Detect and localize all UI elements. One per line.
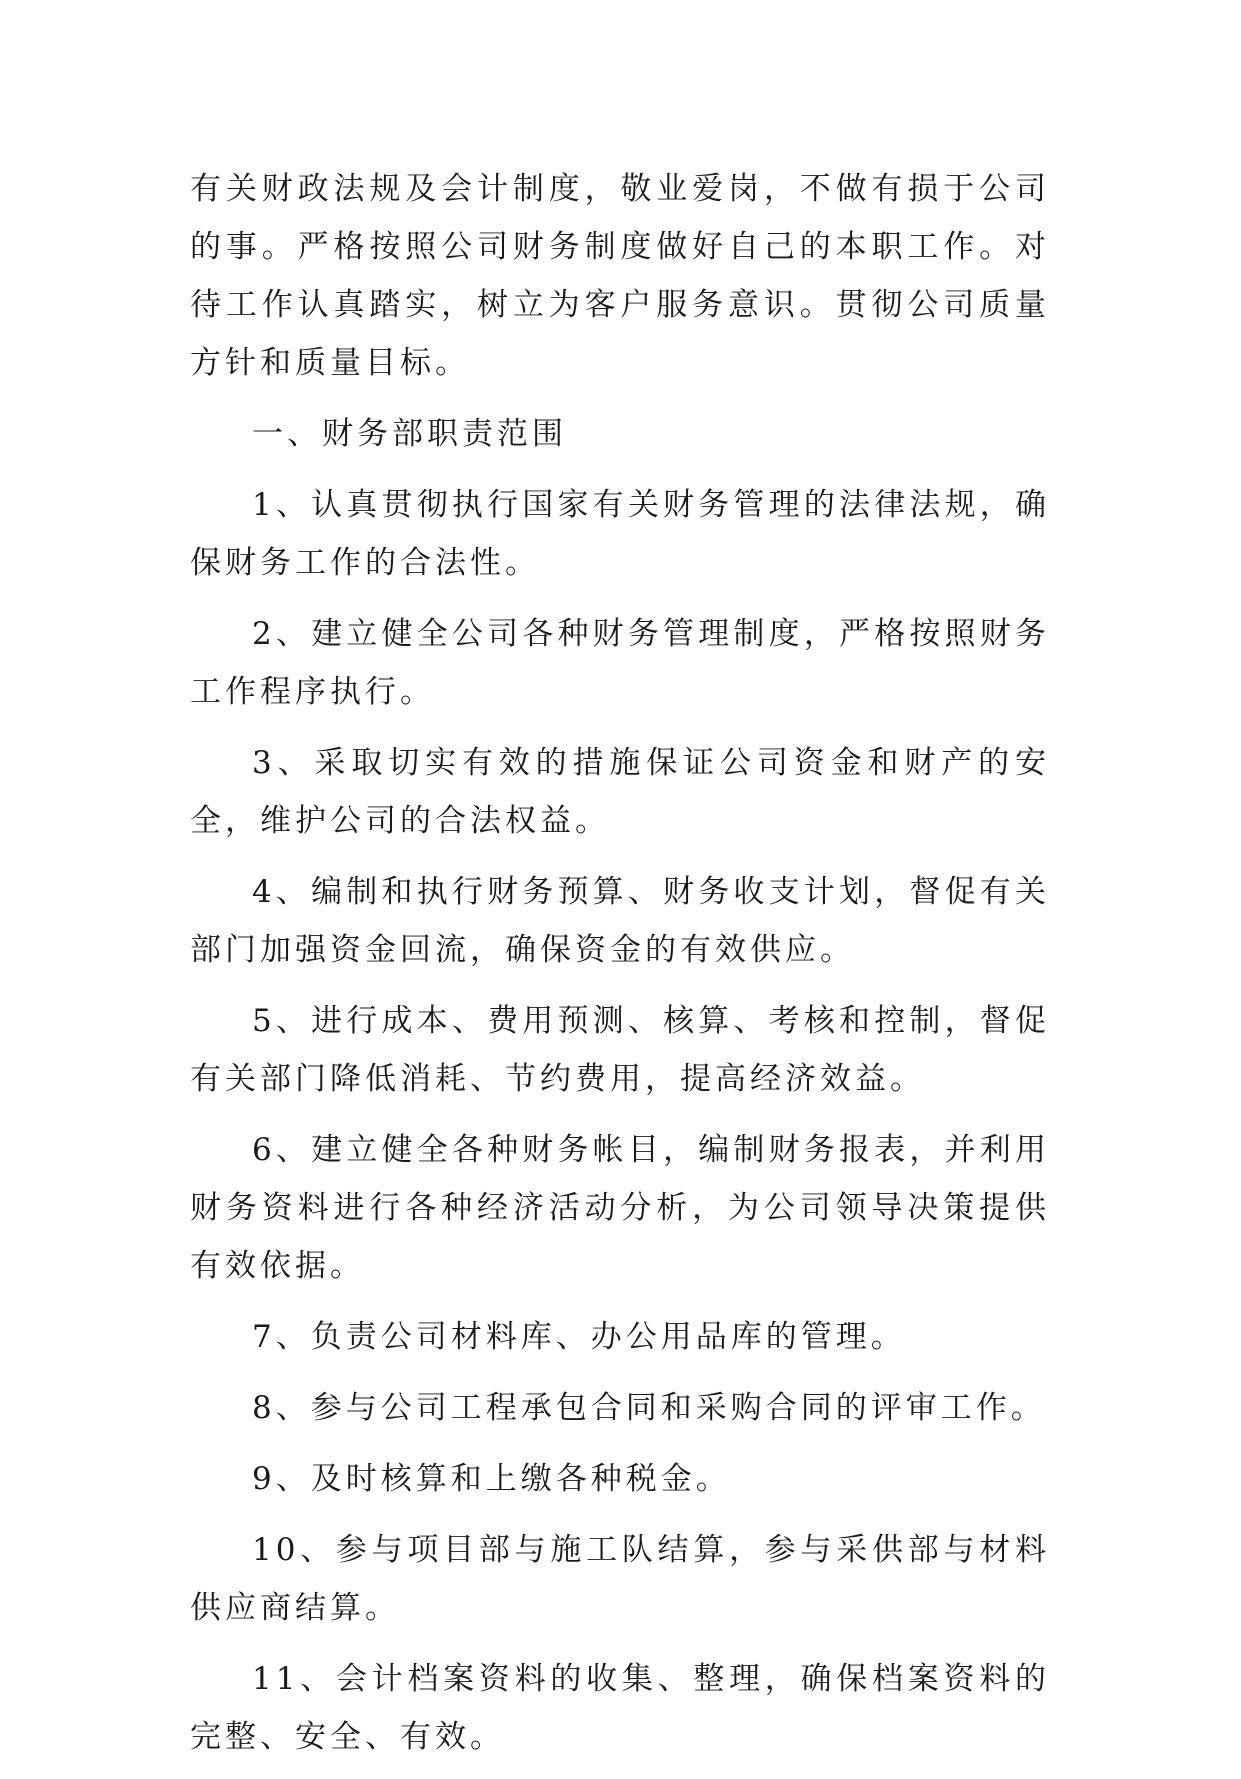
section-heading: 一、财务部职责范围 (252, 416, 567, 452)
list-item-7: 7、负责公司材料库、办公用品库的管理。 (252, 1319, 906, 1355)
list-item-2: 2、建立健全公司各种财务管理制度，严格按照财务工作程序执行。 (190, 616, 1050, 710)
list-item-6: 6、建立健全各种财务帐目，编制财务报表，并利用财务资料进行各种经济活动分析，为公司领导决策提供有效依据。 (190, 1132, 1050, 1284)
list-item-3: 3、采取切实有效的措施保证公司资金和财产的安全，维护公司的合法权益。 (190, 745, 1050, 839)
list-item-9: 9、及时核算和上缴各种税金。 (252, 1461, 731, 1497)
document-page (190, 160, 1050, 1779)
list-item-10: 10、参与项目部与施工队结算，参与采供部与材料供应商结算。 (190, 1532, 1050, 1626)
list-item-8: 8、参与公司工程承包合同和采购合同的评审工作。 (252, 1390, 1046, 1426)
paragraph-intro: 有关财政法规及会计制度，敬业爱岗，不做有损于公司的事。严格按照公司财务制度做好自己的本职工作。对待工作认真踏实，树立为客户服务意识。贯彻公司质量方针和质量目标。 (190, 171, 1050, 381)
list-item-1: 1、认真贯彻执行国家有关财务管理的法律法规，确保财务工作的合法性。 (190, 487, 1050, 581)
list-item-11: 11、会计档案资料的收集、整理，确保档案资料的完整、安全、有效。 (190, 1661, 1050, 1755)
list-item-4: 4、编制和执行财务预算、财务收支计划，督促有关部门加强资金回流，确保资金的有效供应。 (190, 874, 1050, 968)
list-item-5: 5、进行成本、费用预测、核算、考核和控制，督促有关部门降低消耗、节约费用，提高经济效益。 (190, 1003, 1050, 1097)
